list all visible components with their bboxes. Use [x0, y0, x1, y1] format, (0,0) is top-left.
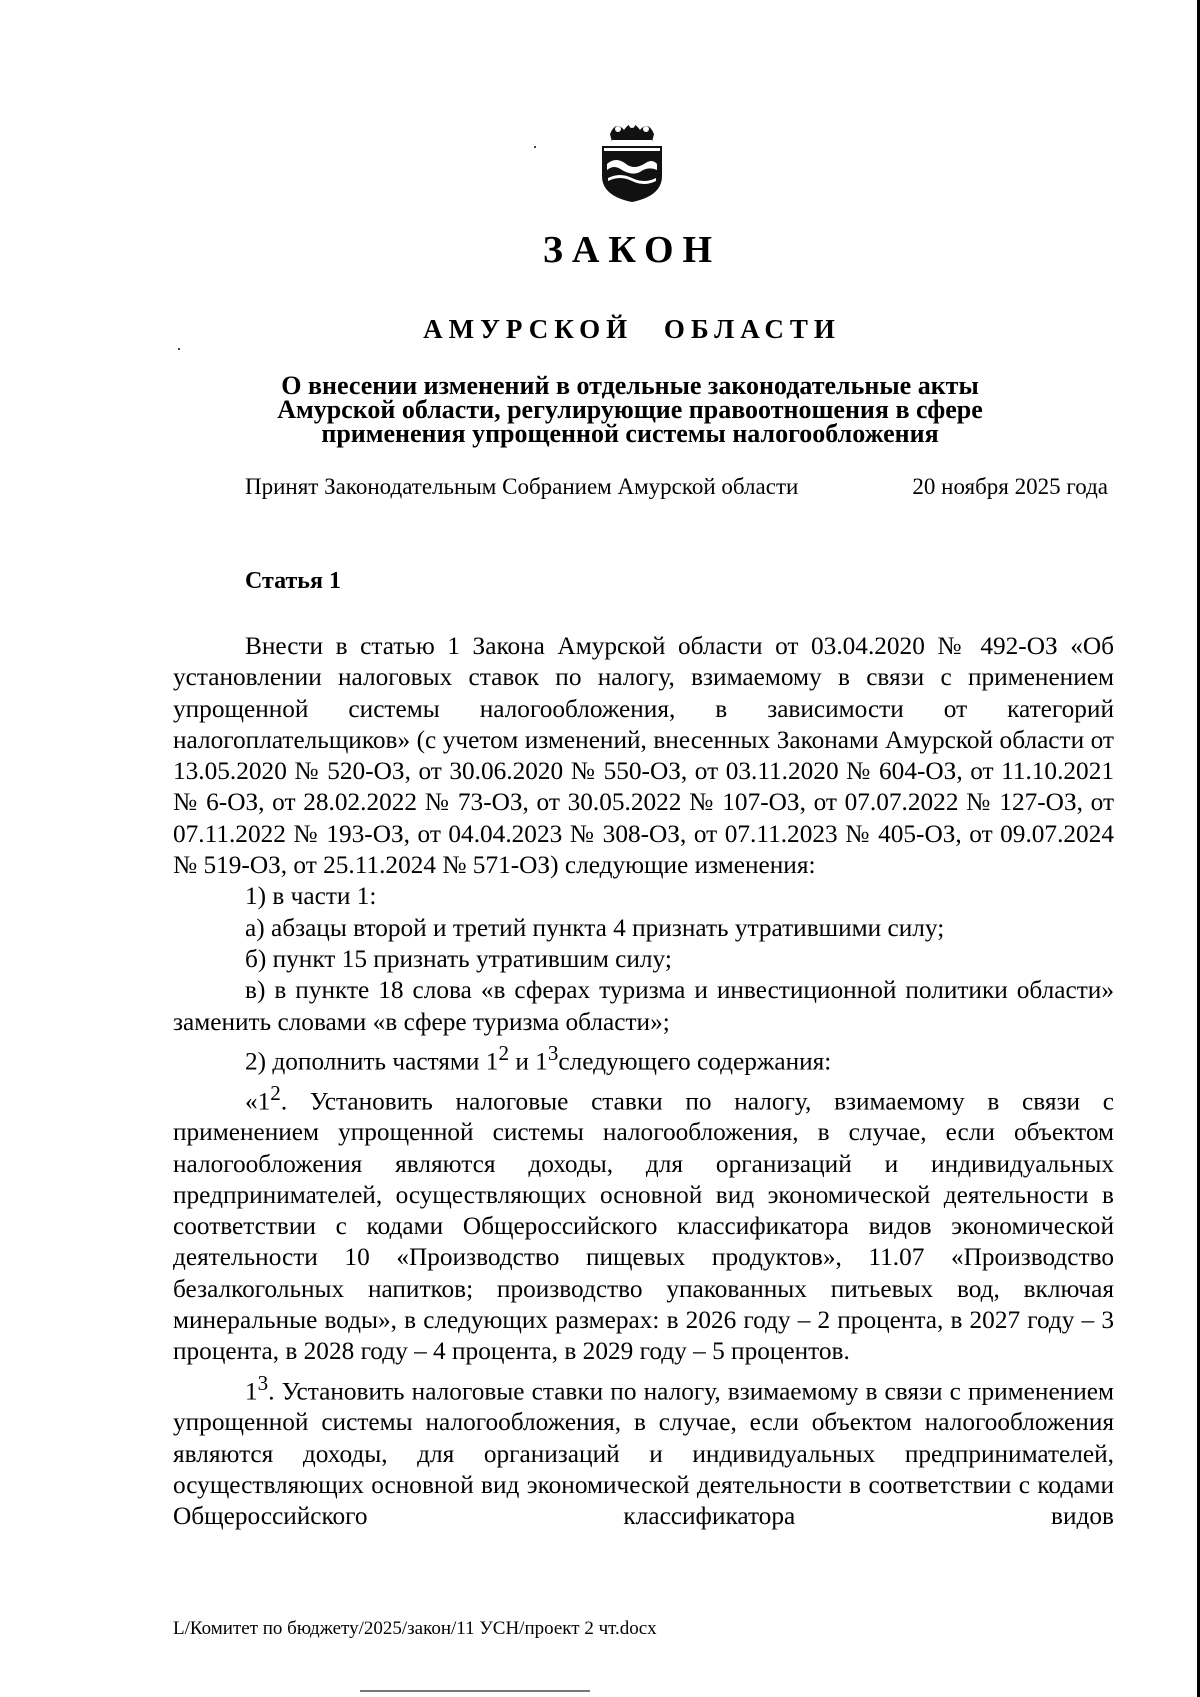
document-subtitle: АМУРСКОЙ ОБЛАСТИ	[423, 314, 841, 344]
text-fragment: . Установить налоговые ставки по налогу, взимаемому в связи с применением упрощенной системы налогообложения, в случае, если объектом налогообложения являются доходы, для организаций и индивидуальных предпринимателей, осуществляющих основной вид экономической деятельности в соответствии с кодами Общероссийского классификатора видов	[173, 1377, 1114, 1531]
article-body	[173, 631, 1114, 1533]
document-title: ЗАКОН	[542, 229, 722, 271]
article-heading: Статья 1	[245, 568, 341, 594]
coat-of-arms-emblem	[596, 118, 668, 203]
law-name-line: Амурской области, регулирующие правоотношения в сфере	[277, 395, 983, 424]
superscript: 2	[498, 1040, 509, 1065]
text-fragment: . Установить налоговые ставки по налогу, взимаемому в связи с применением упрощенной системы налогообложения, в случае, если объектом налогообложения являются доходы, для организаций и индивидуальных предпринимателей, осуществляющих основной вид экономической деятельности в соответствии с кодами Общероссийского классификатора видов экономической деятельности 10 «Производство пищевых продуктов», 11.07 «Производство безалкогольных напитков; производство упакованных питьевых вод, включая минеральные воды», в следующих размерах: в 2026 году – 2 процента, в 2027 году – 3 процента, в 2028 году – 4 процента, в 2029 году – 5 процентов.	[173, 1087, 1114, 1366]
superscript: 3	[257, 1370, 269, 1395]
law-name-line: применения упрощенной системы налогообложения	[321, 419, 939, 448]
adopted-by: Принят Законодательным Собранием Амурской области	[245, 474, 799, 499]
list-item: а) абзацы второй и третий пункта 4 признать утратившими силу;	[245, 913, 945, 942]
scan-speck	[178, 348, 180, 350]
scan-edge	[360, 1690, 590, 1692]
text-fragment: 1	[245, 1377, 258, 1406]
text-fragment: 2) дополнить частями 1	[245, 1047, 499, 1076]
list-item: б) пункт 15 признать утратившим силу;	[245, 944, 672, 973]
text-fragment: «1	[245, 1087, 271, 1115]
article-intro-paragraph: Внести в статью 1 Закона Амурской области от 03.04.2020 № 492-ОЗ «Об установлении налоговых ставок по налогу, взимаемому в связи с применением упрощенной системы налогообложения, в зависимости от категорий налогоплательщиков» (с учетом изменений, внесенных Законами Амурской области от 13.05.2020 № 520-ОЗ, от 30.06.2020 № 550-ОЗ, от 03.11.2020 № 604-ОЗ, от 11.10.2021 № 6-ОЗ, от 28.02.2022 № 73-ОЗ, от 30.05.2022 № 107-ОЗ, от 07.07.2022 № 127-ОЗ, от 07.11.2022 № 193-ОЗ, от 04.04.2023 № 308-ОЗ, от 07.11.2023 № 405-ОЗ, от 09.07.2024 № 519-ОЗ, от 25.11.2024 № 571-ОЗ) следующие изменения:	[173, 632, 1114, 880]
list-item: в) в пункте 18 слова «в сферах туризма и инвестиционной политики области» заменить словами «в сфере туризма области»;	[173, 976, 1114, 1036]
superscript: 2	[270, 1080, 281, 1105]
part-1-2-paragraph	[173, 1078, 1114, 1368]
law-name-line: О внесении изменений в отдельные законодательные акты	[281, 371, 979, 400]
part-1-3-paragraph	[173, 1368, 1114, 1533]
list-item	[173, 1038, 1114, 1078]
superscript: 3	[547, 1040, 559, 1065]
scan-speck	[534, 146, 536, 148]
adoption-date: 20 ноября 2025 года	[912, 474, 1108, 499]
law-name	[230, 371, 1030, 448]
list-item: 1) в части 1:	[245, 882, 377, 911]
text-fragment: следующего содержания:	[558, 1047, 832, 1076]
footer-file-path: L/Комитет по бюджету/2025/закон/11 УСН/проект 2 чт.docx	[173, 1618, 657, 1639]
text-fragment: и 1	[509, 1047, 548, 1076]
